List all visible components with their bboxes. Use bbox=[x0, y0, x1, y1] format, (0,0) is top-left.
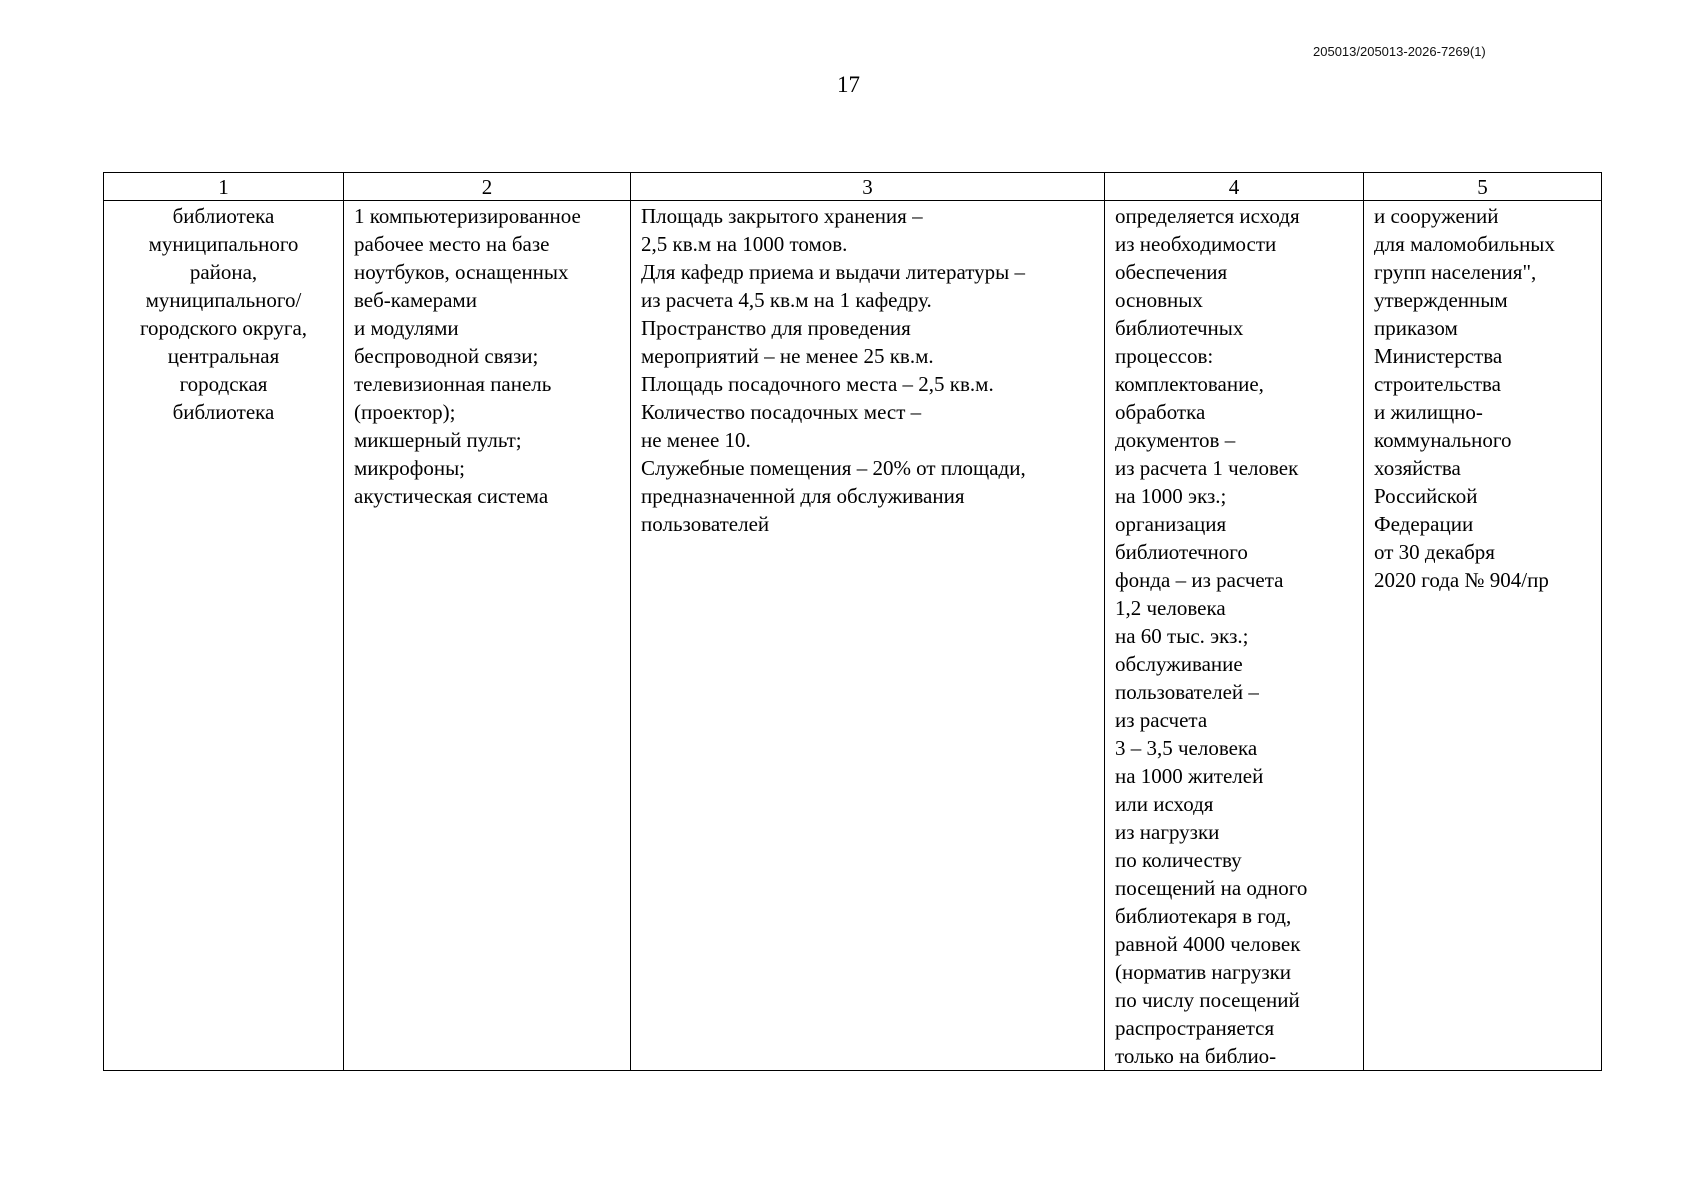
cell-text-line: хозяйства bbox=[1374, 456, 1461, 480]
column-header-1: 1 bbox=[104, 173, 344, 201]
cell-text-line: и жилищно- bbox=[1374, 400, 1483, 424]
cell-text-line: процессов: bbox=[1115, 344, 1214, 368]
cell-text-line: обработка bbox=[1115, 400, 1206, 424]
cell-text-line: или исходя bbox=[1115, 792, 1214, 816]
cell-text-line: определяется исходя bbox=[1115, 204, 1300, 228]
cell-text-line: библиотечного bbox=[1115, 540, 1248, 564]
column-header-4: 4 bbox=[1105, 173, 1364, 201]
cell-text-line: по количеству bbox=[1115, 848, 1242, 872]
cell-text-line: обеспечения bbox=[1115, 260, 1228, 284]
cell-text-line: основных bbox=[1115, 288, 1203, 312]
cell-text-line: не менее 10. bbox=[641, 428, 751, 452]
cell-area-requirements bbox=[631, 201, 1105, 1071]
cell-text-line: телевизионная панель bbox=[354, 372, 552, 396]
cell-text-line: из нагрузки bbox=[1115, 820, 1220, 844]
cell-text-line: распространяется bbox=[1115, 1016, 1275, 1040]
cell-text-line: беспроводной связи; bbox=[354, 344, 539, 368]
cell-text-line: по числу посещений bbox=[1115, 988, 1300, 1012]
cell-text-line: Федерации bbox=[1374, 512, 1474, 536]
cell-text-line: микшерный пульт; bbox=[354, 428, 522, 452]
cell-text-line: пользователей – bbox=[1115, 680, 1259, 704]
column-header-2: 2 bbox=[344, 173, 631, 201]
cell-text-line: и модулями bbox=[354, 316, 459, 340]
document-id: 205013/205013-2026-7269(1) bbox=[1313, 44, 1486, 59]
cell-text-line: 3 – 3,5 человека bbox=[1115, 736, 1258, 760]
cell-text-line: библиотекаря в год, bbox=[1115, 904, 1292, 928]
cell-text-line: организация bbox=[1115, 512, 1227, 536]
cell-equipment bbox=[344, 201, 631, 1071]
cell-text-line: на 1000 экз.; bbox=[1115, 484, 1227, 508]
cell-text-line: 2020 года № 904/пр bbox=[1374, 568, 1549, 592]
cell-text-line: мероприятий – не менее 25 кв.м. bbox=[641, 344, 934, 368]
cell-text-line: обслуживание bbox=[1115, 652, 1243, 676]
cell-text-line: от 30 декабря bbox=[1374, 540, 1495, 564]
table-row bbox=[104, 201, 1602, 1071]
cell-staffing bbox=[1105, 201, 1364, 1071]
cell-text-line: приказом bbox=[1374, 316, 1458, 340]
cell-text-line: для маломобильных bbox=[1374, 232, 1555, 256]
cell-text-line: 2,5 кв.м на 1000 томов. bbox=[641, 232, 848, 256]
cell-text-line: муниципального/ bbox=[145, 288, 302, 312]
cell-text-line: из расчета bbox=[1115, 708, 1208, 732]
cell-text-line: Количество посадочных мест – bbox=[641, 400, 922, 424]
cell-institution-type bbox=[104, 201, 344, 1071]
cell-text-line: из необходимости bbox=[1115, 232, 1277, 256]
table-header-row bbox=[104, 173, 1602, 201]
cell-regulation bbox=[1364, 201, 1602, 1071]
cell-text-line: Служебные помещения – 20% от площади, bbox=[641, 456, 1026, 480]
cell-text-line: муниципального bbox=[148, 232, 299, 256]
cell-text-line: веб-камерами bbox=[354, 288, 477, 312]
cell-text-line: из расчета 1 человек bbox=[1115, 456, 1299, 480]
cell-text-line: только на библио- bbox=[1115, 1044, 1277, 1068]
cell-text-line: библиотека bbox=[172, 204, 275, 228]
cell-text-line: фонда – из расчета bbox=[1115, 568, 1284, 592]
requirements-table bbox=[103, 172, 1602, 1071]
page-number: 17 bbox=[837, 72, 860, 97]
cell-text-line: групп населения", bbox=[1374, 260, 1537, 284]
cell-text-line: предназначенной для обслуживания bbox=[641, 484, 965, 508]
cell-text-line: акустическая система bbox=[354, 484, 549, 508]
column-header-3: 3 bbox=[631, 173, 1105, 201]
cell-text-line: из расчета 4,5 кв.м на 1 кафедру. bbox=[641, 288, 932, 312]
cell-text-line: центральная bbox=[167, 344, 280, 368]
cell-text-line: (проектор); bbox=[354, 400, 456, 424]
column-header-5: 5 bbox=[1364, 173, 1602, 201]
cell-text-line: микрофоны; bbox=[354, 456, 466, 480]
cell-text-line: района, bbox=[189, 260, 258, 284]
cell-text-line: посещений на одного bbox=[1115, 876, 1308, 900]
cell-text-line: рабочее место на базе bbox=[354, 232, 550, 256]
cell-text-line: утвержденным bbox=[1374, 288, 1508, 312]
cell-text-line: ноутбуков, оснащенных bbox=[354, 260, 569, 284]
cell-text-line: библиотека bbox=[172, 400, 275, 424]
cell-text-line: документов – bbox=[1115, 428, 1236, 452]
cell-text-line: пользователей bbox=[641, 512, 770, 536]
cell-text-line: Площадь закрытого хранения – bbox=[641, 204, 923, 228]
cell-text-line: равной 4000 человек bbox=[1115, 932, 1301, 956]
cell-text-line: строительства bbox=[1374, 372, 1502, 396]
cell-text-line: на 1000 жителей bbox=[1115, 764, 1264, 788]
cell-text-line: коммунального bbox=[1374, 428, 1512, 452]
cell-text-line: Российской bbox=[1374, 484, 1478, 508]
cell-text-line: городская bbox=[179, 372, 268, 396]
cell-text-line: Пространство для проведения bbox=[641, 316, 911, 340]
cell-text-line: 1,2 человека bbox=[1115, 596, 1226, 620]
cell-text-line: (норматив нагрузки bbox=[1115, 960, 1292, 984]
cell-text-line: Министерства bbox=[1374, 344, 1503, 368]
cell-text-line: на 60 тыс. экз.; bbox=[1115, 624, 1249, 648]
cell-text-line: и сооружений bbox=[1374, 204, 1499, 228]
cell-text-line: Площадь посадочного места – 2,5 кв.м. bbox=[641, 372, 994, 396]
cell-text-line: Для кафедр приема и выдачи литературы – bbox=[641, 260, 1025, 284]
cell-text-line: городского округа, bbox=[139, 316, 308, 340]
cell-text-line: комплектование, bbox=[1115, 372, 1264, 396]
cell-text-line: 1 компьютеризированное bbox=[354, 204, 581, 228]
cell-text-line: библиотечных bbox=[1115, 316, 1244, 340]
